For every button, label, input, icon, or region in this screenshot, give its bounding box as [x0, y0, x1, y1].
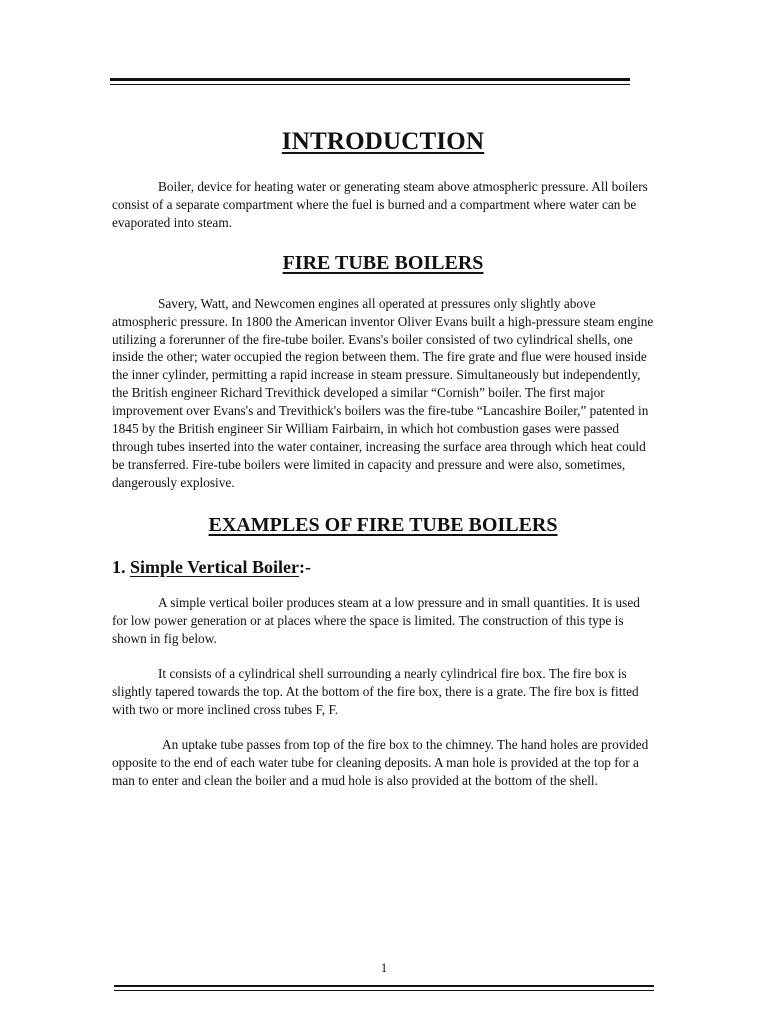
example-paragraph-1: A simple vertical boiler produces steam at a low pressure and in small quantities. It is used for low power generation or at places where the space is limited. The construction of this type is shown in fig below.	[112, 594, 640, 646]
footer-rule-thick	[114, 985, 654, 987]
footer-double-rule	[114, 985, 654, 993]
header-rule-thick	[110, 78, 630, 81]
example-suffix: :-	[298, 556, 311, 577]
fire-tube-paragraph: Savery, Watt, and Newcomen engines all operated at pressures only slightly above atmospheric pressure. In 1800 the American inventor Oliver Evans built a high-pressure steam engine utilizing a forerunner of the fire-tube boiler. Evans's boiler consisted of two cylindrical shells, one inside the other; water occupied the region between them. The fire grate and flue were housed inside the inner cylinder, permitting a rapid increase in steam pressure. Simultaneously but independently, the British engineer Richard Trevithick developed a similar “Cornish” boiler. The first major improvement over Evans's and Trevithick's boilers was the fire-tube “Lancashire Boiler,” patented in 1845 by the British engineer Sir William Fairbairn, in which hot combustion gases were passed through tubes inserted into the water container, increasing the surface area through which heat could be transferred. Fire-tube boilers were limited in capacity and pressure and were also, sometimes, dangerously explosive.	[112, 295, 654, 490]
examples-heading: EXAMPLES OF FIRE TUBE BOILERS	[208, 513, 558, 536]
example-paragraph-2: It consists of a cylindrical shell surrounding a nearly cylindrical fire box. The fire box is slightly tapered towards the top. At the bottom of the fire box, there is a grate. The fire box is fitted with two or more inclined cross tubes F, F.	[112, 666, 639, 718]
header-double-rule	[110, 78, 630, 86]
example-subheading	[112, 557, 654, 578]
header-rule-thin	[110, 84, 630, 85]
example-title: Simple Vertical Boiler	[130, 556, 299, 577]
footer-rule-thin	[114, 990, 654, 991]
example-paragraph-3: An uptake tube passes from top of the fire box to the chimney. The hand holes are provided opposite to the end of each water tube for cleaning deposits. A man hole is provided at the top for a man to enter and clean the boiler and a mud hole is also provided at the bottom of the shell.	[112, 737, 649, 788]
page-number: 1	[380, 960, 388, 975]
example-number: 1.	[112, 556, 126, 577]
intro-paragraph: Boiler, device for heating water or generating steam above atmospheric pressure. All boilers consist of a separate compartment where the fuel is burned and a compartment where water can be evaporated into steam.	[112, 179, 648, 230]
fire-tube-heading: FIRE TUBE BOILERS	[282, 251, 484, 274]
page-title: INTRODUCTION	[281, 128, 485, 155]
document-body	[112, 128, 654, 790]
